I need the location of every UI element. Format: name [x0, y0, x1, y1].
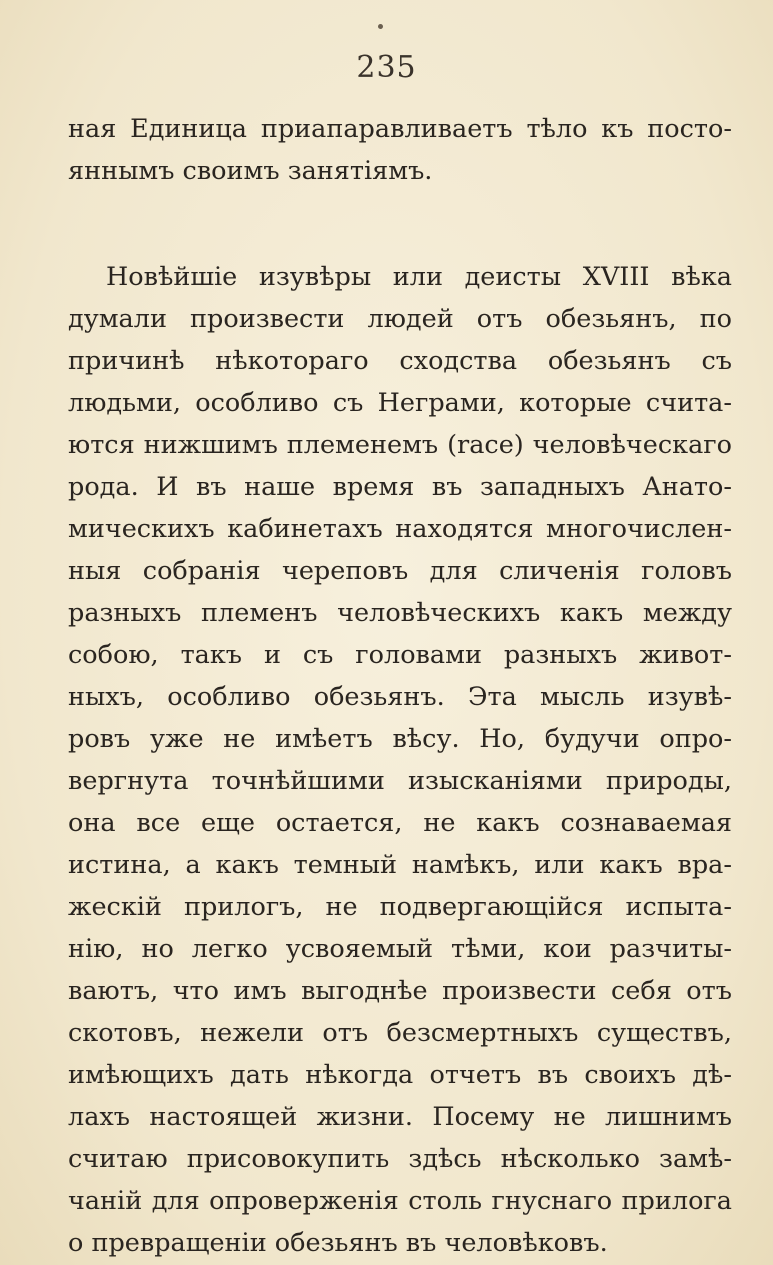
text-line: она все еще остается, не какъ сознаваемая: [68, 808, 732, 838]
text-line: Новѣйшіе изувѣры или деисты XVIII вѣка: [106, 262, 732, 292]
text-line: ныхъ, особливо обезьянъ. Эта мысль изувѣ-: [68, 682, 732, 712]
text-line: яннымъ своимъ занятіямъ.: [68, 156, 433, 186]
paragraph-1: [68, 108, 732, 192]
text-line: скотовъ, нежели отъ безсмертныхъ существъ,: [68, 1018, 732, 1048]
text-line: считаю присовокупить здѣсь нѣсколько замѣ-: [68, 1144, 732, 1174]
text-line: ныя собранія череповъ для сличенія головъ: [68, 556, 732, 586]
text-line: собою, такъ и съ головами разныхъ живот-: [68, 640, 732, 670]
text-line: рода. И въ наше время въ западныхъ Анато-: [68, 472, 732, 502]
page-number: 235: [356, 50, 417, 85]
text-line: мическихъ кабинетахъ находятся многочислен-: [68, 514, 732, 544]
text-line: жескій прилогъ, не подвергающійся испыта-: [68, 892, 732, 922]
text-line: ровъ уже не имѣетъ вѣсу. Но, будучи опро-: [68, 724, 732, 754]
text-line: ются нижшимъ племенемъ (race) человѣческаго: [68, 430, 732, 460]
text-line: вергнута точнѣйшими изысканіями природы,: [68, 766, 732, 796]
text-line: истина, а какъ темный намѣкъ, или какъ вра-: [68, 850, 732, 880]
text-line: разныхъ племенъ человѣческихъ какъ между: [68, 598, 732, 628]
text-line: о превращеніи обезьянъ въ человѣковъ.: [68, 1228, 608, 1258]
text-line: ваютъ, что имъ выгоднѣе произвести себя отъ: [68, 976, 732, 1006]
text-line: лахъ настоящей жизни. Посему не лишнимъ: [68, 1102, 732, 1132]
text-line: думали произвести людей отъ обезьянъ, по: [68, 304, 732, 334]
text-line: причинѣ нѣкотораго сходства обезьянъ съ: [68, 346, 732, 376]
body-text: [68, 108, 732, 1264]
text-line: чаній для опроверженія столь гнуснаго прилога: [68, 1186, 732, 1216]
text-line: ная Единица приапаравливаетъ тѣло къ посто-: [68, 114, 732, 144]
ink-dot: [378, 24, 383, 29]
text-line: имѣющихъ дать нѣкогда отчетъ въ своихъ дѣ-: [68, 1060, 732, 1090]
text-line: людьми, особливо съ Неграми, которые счита-: [68, 388, 732, 418]
paragraph-2: [68, 256, 732, 1264]
text-line: нію, но легко усвояемый тѣми, кои разчиты-: [68, 934, 732, 964]
paragraph-gap: [68, 192, 732, 256]
